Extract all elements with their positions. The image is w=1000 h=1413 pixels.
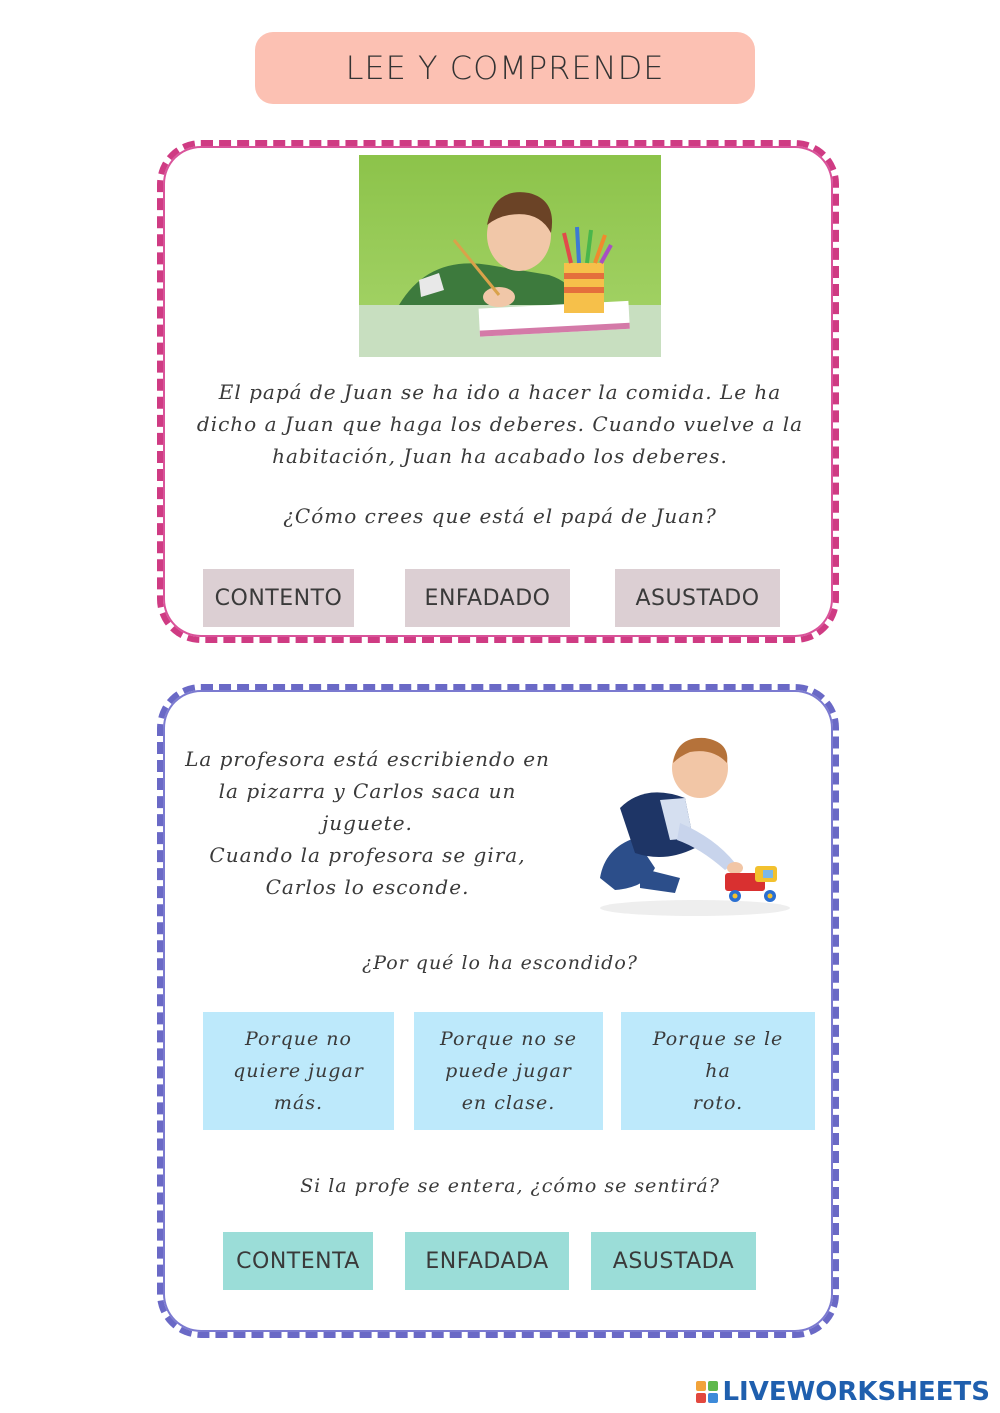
reason-line: roto. [692, 1092, 744, 1114]
reason-option-3-button[interactable] [621, 1012, 815, 1130]
reason-line: Porque se le ha [652, 1028, 784, 1082]
question-1: ¿Cómo crees que está el papá de Juan? [283, 504, 717, 528]
story-text-2 [175, 743, 560, 903]
option-contento-button[interactable]: CONTENTO [203, 569, 354, 627]
story-line: Carlos lo esconde. [265, 875, 470, 899]
logo-text: LIVEWORKSHEETS [722, 1377, 990, 1407]
story-line: juguete. [322, 811, 413, 835]
boy-writing-photo [359, 155, 661, 357]
story-line: La profesora está escribiendo en [185, 747, 550, 771]
reason-line: Porque no se [440, 1028, 577, 1050]
question-2: ¿Por qué lo ha escondido? [362, 952, 638, 974]
liveworksheets-logo[interactable] [696, 1377, 990, 1407]
reason-line: puede jugar [445, 1060, 572, 1082]
story-text-1 [180, 376, 820, 472]
reason-option-2-button[interactable] [414, 1012, 603, 1130]
story-line: habitación, Juan ha acabado los deberes. [272, 444, 728, 468]
boy-playing-toy-photo [585, 728, 800, 923]
page-title: LEE Y COMPRENDE [255, 32, 755, 104]
reason-line: quiere jugar [233, 1060, 364, 1082]
story-line: El papá de Juan se ha ido a hacer la comida. Le ha [218, 380, 782, 404]
reason-line: más. [273, 1092, 324, 1114]
option-contenta-button[interactable]: CONTENTA [223, 1232, 373, 1290]
question-3: Si la profe se entera, ¿cómo se sentirá? [300, 1175, 720, 1197]
reason-option-1-button[interactable] [203, 1012, 394, 1130]
story-line: Cuando la profesora se gira, [209, 843, 526, 867]
option-enfadado-button[interactable]: ENFADADO [405, 569, 570, 627]
story-line: la pizarra y Carlos saca un [218, 779, 517, 803]
option-asustado-button[interactable]: ASUSTADO [615, 569, 780, 627]
reason-line: en clase. [461, 1092, 556, 1114]
option-enfadada-button[interactable]: ENFADADA [405, 1232, 569, 1290]
logo-squares-icon [696, 1381, 718, 1403]
option-asustada-button[interactable]: ASUSTADA [591, 1232, 756, 1290]
reason-line: Porque no [245, 1028, 352, 1050]
story-line: dicho a Juan que haga los deberes. Cuando vuelve a la [196, 412, 804, 436]
